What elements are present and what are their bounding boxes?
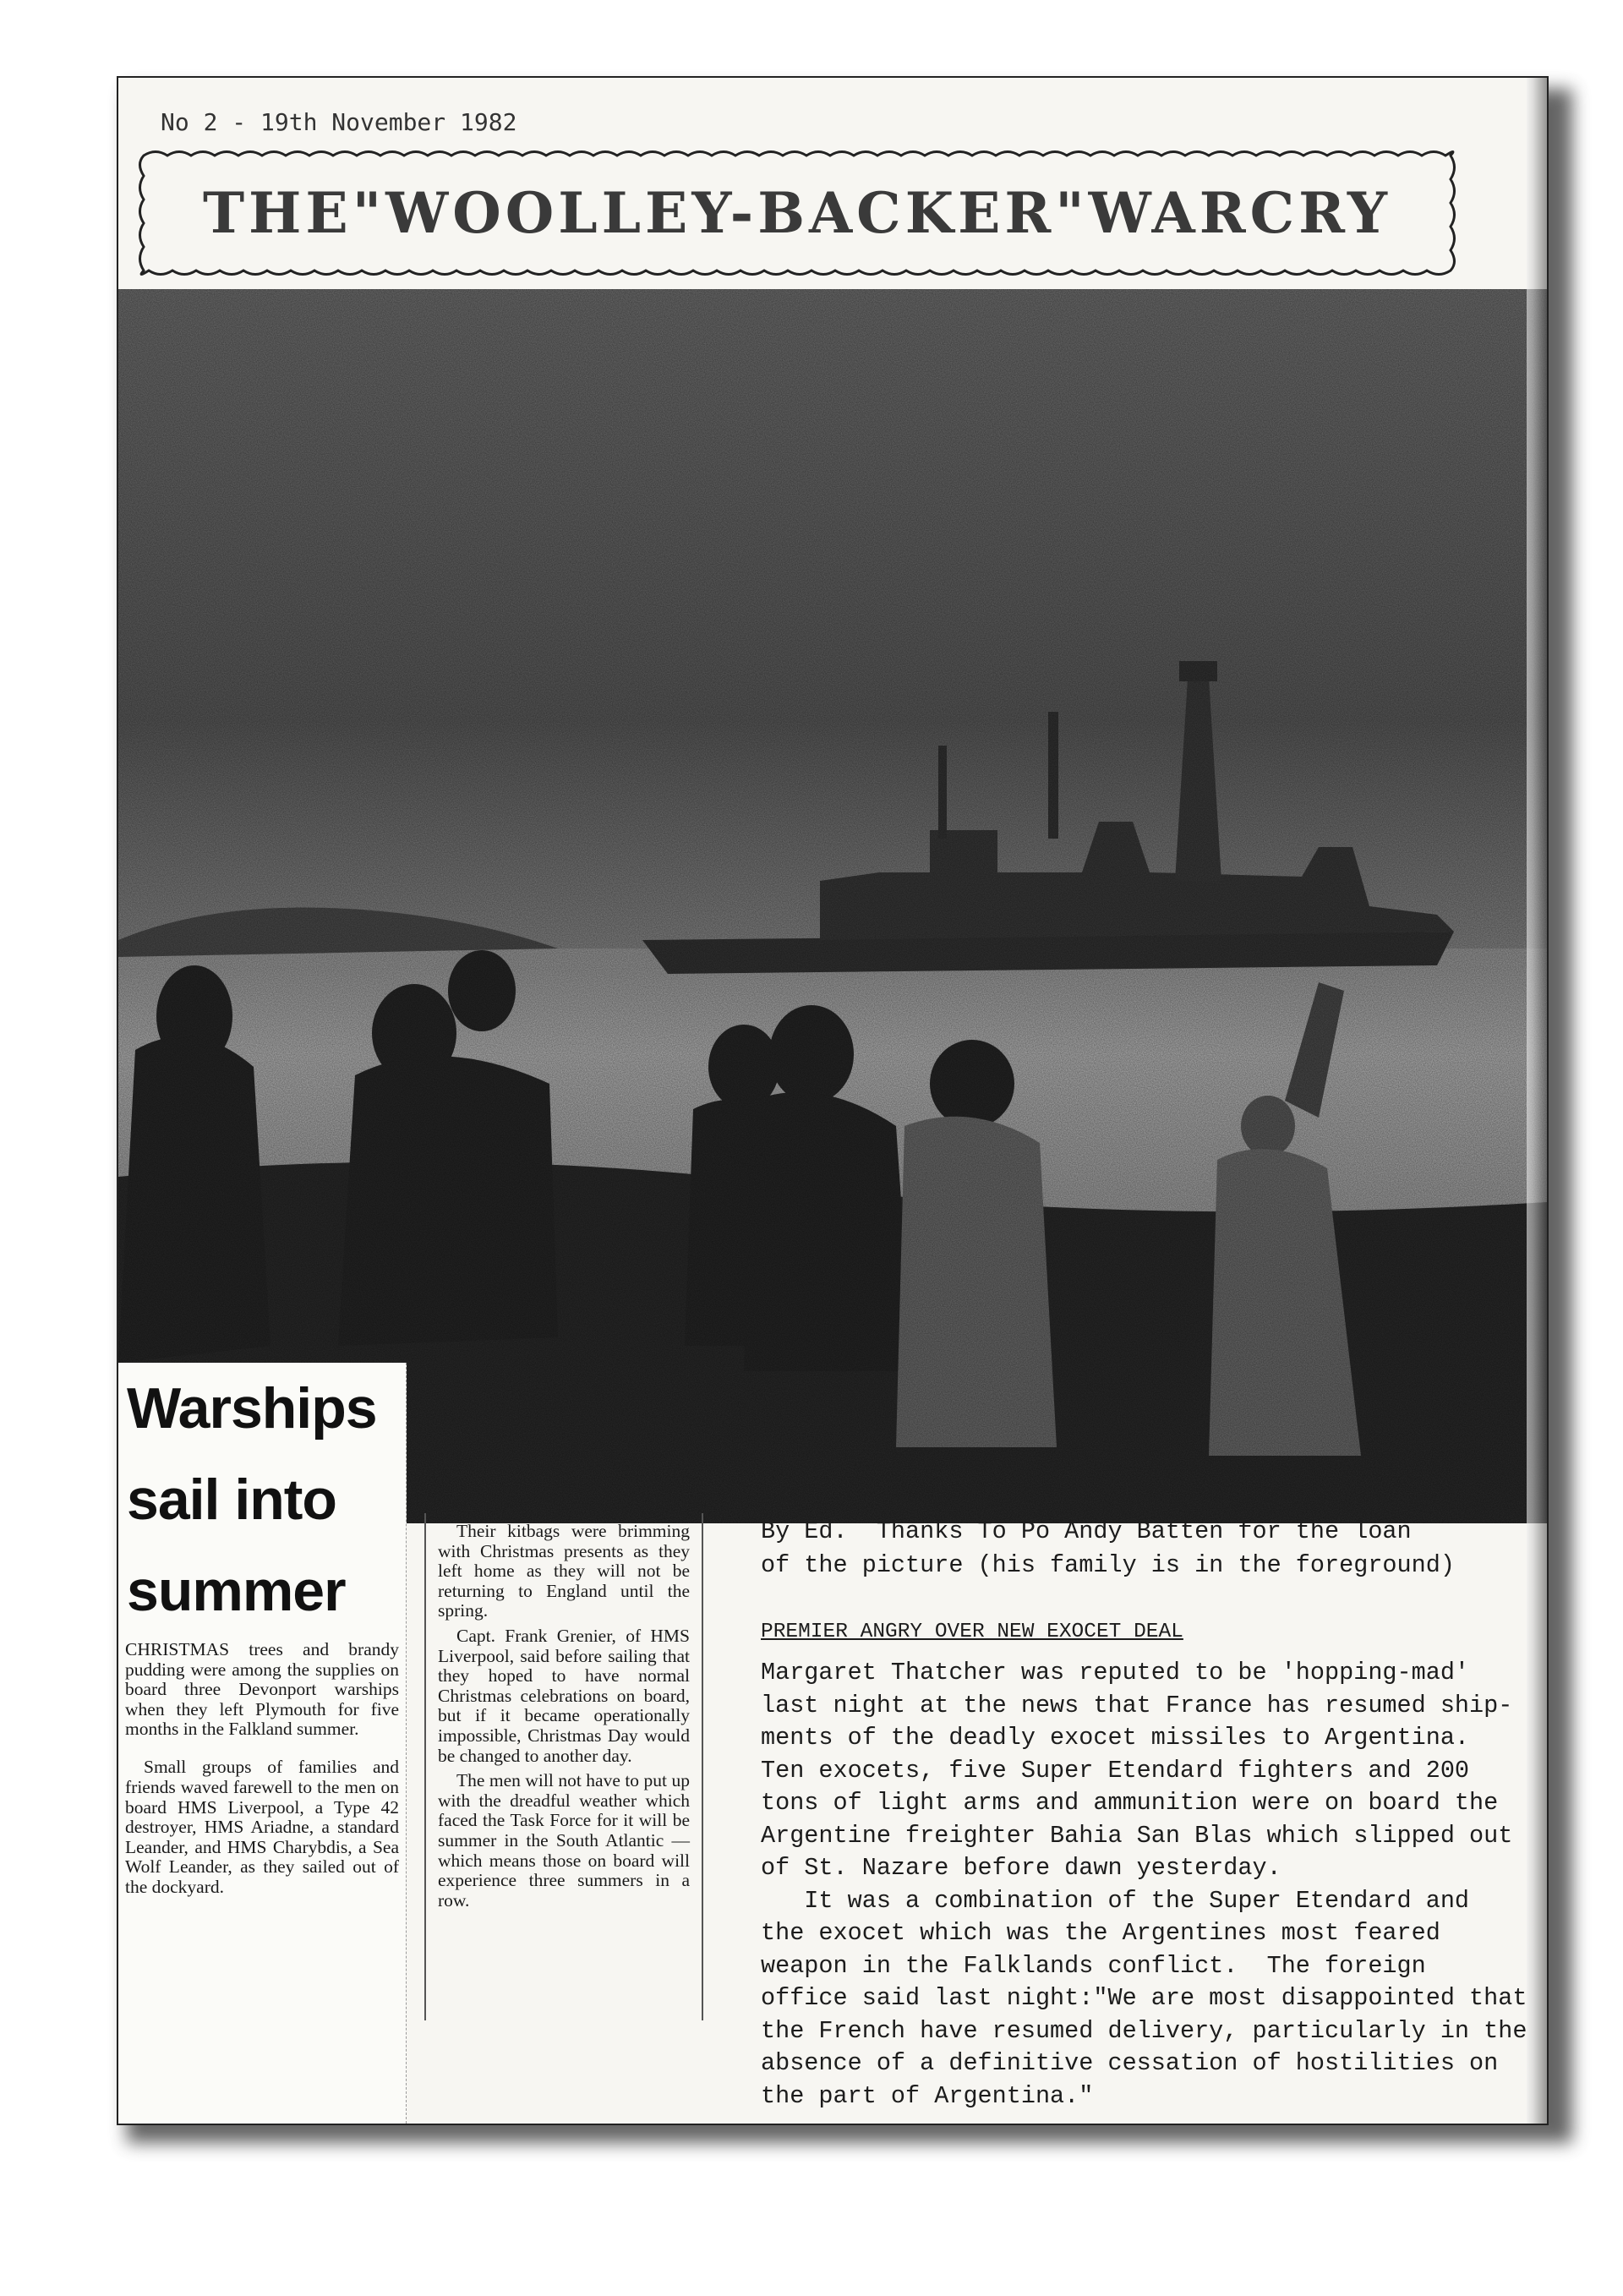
article-paragraph: CHRISTMAS trees and brandy pudding were among the supplies on board three Devonport warships when they left Plymouth for five months in the Falkland summer. <box>125 1639 399 1740</box>
byline: By Ed. Thanks To Po Andy Batten for the loan of the picture (his family is in the foreground) <box>761 1517 1455 1579</box>
article-headline <box>118 1363 406 1637</box>
headline-line: sail into <box>127 1468 336 1532</box>
article-paragraph: The men will not have to put up with the dreadful weather which faced the Task Force for it will be summer in the South Atlantic — which means those on board will experience three summers in a row. <box>438 1770 690 1911</box>
premier-heading: PREMIER ANGRY OVER NEW EXOCET DEAL <box>761 1621 1183 1643</box>
issue-line: No 2 - 19th November 1982 <box>161 108 517 136</box>
newsletter-page <box>117 76 1549 2125</box>
headline-line: Warships <box>127 1376 377 1440</box>
headline-line: summer <box>127 1559 346 1623</box>
premier-article-body: Margaret Thatcher was reputed to be 'hopping-mad' last night at the news that France has resumed ship- ments of the deadly exocet missiles to Argentina. Ten exocets, five Super Etendard fighters and 200 tons of light arms and ammunition were on board the Argentine freighter Bahia San Blas which slipped out of St. Nazare before dawn yesterday. It was a combination of the Super Etendard and the exocet which was the Argentines most feared weapon in the Falklands conflict. The foreign office said last night:"We are most disappointed that the French have resumed delivery, particularly in the absence of a definitive cessation of hostilities on the part of Argentina." <box>761 1659 1527 2110</box>
article-column-2 <box>424 1513 703 2020</box>
article-paragraph: Capt. Frank Grenier, of HMS Liverpool, said before sailing that they hoped to have normal Christmas celebrations on board, but if it became operationally impossible, Christmas Day would be changed to another day. <box>438 1625 690 1766</box>
masthead-title: THE"WOOLLEY-BACKER"WARCRY <box>202 180 1392 246</box>
masthead <box>134 145 1461 281</box>
warship-photo <box>118 289 1547 1523</box>
article-column-1 <box>118 1363 407 2124</box>
article-paragraph: Their kitbags were brimming with Christmas presents as they left home as they will not be returning to England until the spring. <box>438 1521 690 1621</box>
article-paragraph: Small groups of families and friends waved farewell to the men on board HMS Liverpool, a Type 42 destroyer, HMS Ariadne, a standard Leander, and HMS Charybdis, a Sea Wolf Leander, as they sailed out of the dockyard. <box>125 1757 399 1898</box>
